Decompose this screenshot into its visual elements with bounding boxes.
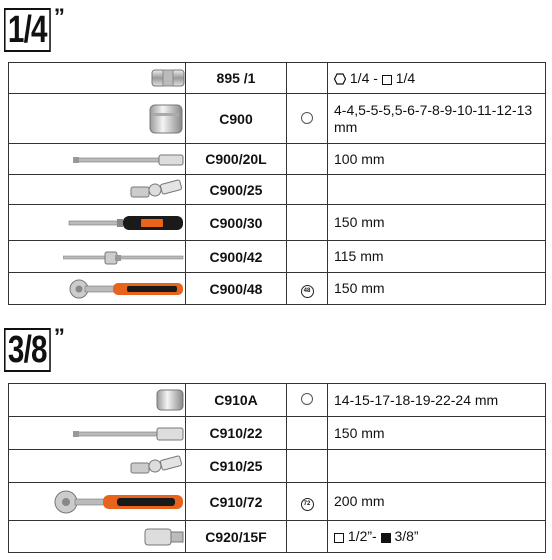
symbol-cell [287,175,328,205]
symbol-cell [287,384,328,417]
square-drive-icon [382,75,392,85]
ring-icon [301,393,313,405]
description: 150 mm [328,417,546,450]
symbol-cell [287,241,328,273]
extension-bar-icon [73,151,185,167]
product-code: C910/25 [186,450,287,483]
ratchet-icon [53,492,185,508]
tool-image-cell [9,417,186,450]
table-row [9,417,546,450]
spec-table-quarter-inch [8,62,546,305]
description: 100 mm [328,144,546,175]
description [328,175,546,205]
desc-hex-size: 1/4 - [349,69,382,86]
description [328,63,546,94]
table-row [9,450,546,483]
product-code: C900 [186,94,287,144]
section-heading-quarter-inch [4,4,65,52]
extension-bar-icon [73,424,185,440]
description: 150 mm [328,273,546,305]
t-handle-icon [63,247,185,263]
tooth-count-badge: 48 [301,285,314,298]
tool-image-cell [9,450,186,483]
ratchet-icon [67,279,185,295]
adaptor-icon [143,527,185,543]
socket-icon [147,109,185,125]
product-code: 895 /1 [186,63,287,94]
description: 150 mm [328,205,546,241]
universal-joint-icon [129,180,185,196]
tool-image-cell [9,94,186,144]
table-row [9,63,546,94]
product-code: C900/25 [186,175,287,205]
ring-icon [301,112,313,124]
description: 14-15-17-18-19-22-24 mm [328,384,546,417]
universal-joint-icon [129,457,185,473]
table-row [9,205,546,241]
tool-image-cell [9,205,186,241]
bit-holder-socket-icon [151,69,185,85]
symbol-cell [287,521,328,553]
description [328,450,546,483]
description: 200 mm [328,483,546,521]
size-label: 1/4 [4,8,51,52]
tool-image-cell [9,63,186,94]
tool-image-cell [9,521,186,553]
product-code: C900/48 [186,273,287,305]
table-row [9,384,546,417]
hexagon-icon [334,73,346,85]
inch-mark: ” [53,324,65,349]
symbol-cell [287,450,328,483]
description: 115 mm [328,241,546,273]
tool-image-cell [9,273,186,305]
symbol-cell [287,483,328,521]
table-row [9,175,546,205]
table-row [9,94,546,144]
product-code: C910/72 [186,483,287,521]
symbol-cell [287,94,328,144]
description [328,521,546,553]
product-code: C910A [186,384,287,417]
symbol-cell [287,63,328,94]
desc-output-size: 3/8” [394,528,419,544]
product-code: C900/30 [186,205,287,241]
product-code: C900/42 [186,241,287,273]
square-drive-icon [334,533,344,543]
table-row [9,273,546,305]
symbol-cell [287,417,328,450]
symbol-cell [287,273,328,305]
tooth-count-badge: 72 [301,498,314,511]
section-heading-three-eighths-inch [4,324,65,372]
tool-image-cell [9,241,186,273]
table-row [9,521,546,553]
symbol-cell [287,144,328,175]
table-row [9,144,546,175]
desc-drive-size: 1/4 [395,69,416,86]
tool-image-cell [9,144,186,175]
tool-image-cell [9,175,186,205]
table-row [9,241,546,273]
inch-mark: ” [53,4,65,29]
square-drive-filled-icon [381,533,391,543]
product-code: C900/20L [186,144,287,175]
desc-input-size: 1/2”- [347,528,381,544]
tool-image-cell [9,384,186,417]
socket-icon [155,391,185,407]
product-code: C920/15F [186,521,287,553]
tool-image-cell [9,483,186,521]
spec-table-three-eighths-inch [8,383,546,553]
size-label: 3/8 [4,328,51,372]
product-code: C910/22 [186,417,287,450]
description: 4-4,5-5-5,5-6-7-8-9-10-11-12-13 mm [328,94,546,144]
table-row [9,483,546,521]
symbol-cell [287,205,328,241]
screwdriver-handle-icon [67,213,185,229]
